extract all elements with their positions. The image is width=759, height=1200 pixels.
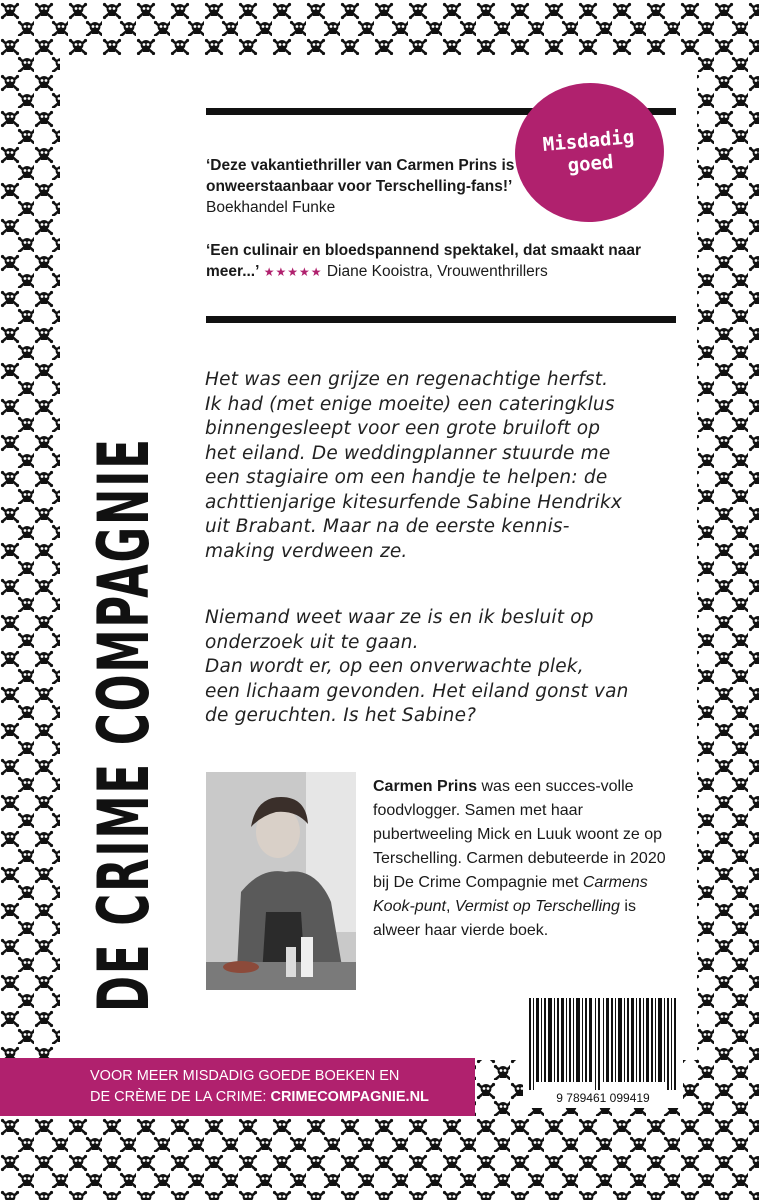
isbn-number: 9 789461 099419 bbox=[556, 1091, 650, 1105]
book-title-2: Vermist op Terschelling bbox=[454, 898, 620, 915]
author-photo bbox=[206, 772, 356, 990]
badge-line-2: goed bbox=[566, 150, 615, 177]
publisher-vertical-title: DE CRIME COMPAGNIE bbox=[83, 437, 165, 1012]
author-name: Carmen Prins bbox=[373, 778, 478, 795]
author-bio: Carmen Prins was een succes-volle foodvlogger. Samen met haar pubertweeling Mick en Luuk woont ze op Terschelling. Carmen debuteerde in 2020 bij De Crime Compagnie met Carmens Kook-punt, Vermist op Terschelling is alweer haar vierde boek. bbox=[373, 778, 666, 939]
review-2 bbox=[206, 240, 676, 283]
blurb-paragraph-2: Niemand weet waar ze is en ik besluit op onderzoek uit te gaan. Dan wordt er, op een onverwachte plek, een lichaam gevonden. Het eiland gonst van de geruchten. Is het Sabine? bbox=[205, 607, 629, 726]
banner-line-2: DE CRÈME DE LA CRIME: CRIMECOMPAGNIE.NL bbox=[90, 1089, 429, 1105]
review-2-source: Diane Kooistra, Vrouwenthrillers bbox=[326, 263, 548, 280]
website-banner bbox=[0, 1058, 475, 1116]
isbn-barcode bbox=[523, 994, 683, 1108]
bottom-rule bbox=[206, 316, 676, 323]
review-1 bbox=[206, 155, 526, 218]
review-2-quote: ‘Een culinair en bloedspannend spektakel, dat smaakt naar meer...’ bbox=[206, 242, 642, 280]
website-link[interactable]: CRIMECOMPAGNIE.NL bbox=[270, 1089, 429, 1105]
review-1-source: Boekhandel Funke bbox=[206, 199, 336, 216]
banner-line-1: VOOR MEER MISDADIG GOEDE BOEKEN EN bbox=[90, 1068, 400, 1084]
book-title-1: Carmens Kook-punt bbox=[373, 874, 648, 915]
badge-line-1: Misdadig bbox=[541, 125, 635, 156]
star-rating-icon: ★★★★★ bbox=[263, 265, 323, 279]
review-1-quote: ‘Deze vakantiethriller van Carmen Prins is onweerstaanbaar voor Terschelling-fans!’ bbox=[206, 157, 515, 195]
blurb-paragraph-1: Het was een grijze en regenachtige herfst. Ik had (met enige moeite) een cateringklus binnengesleept voor een grote bruiloft op het eiland. De weddingplanner stuurde me een stagiaire om een handje te helpen: de achttienjarige kitesurfende Sabine Hendrikx uit Brabant. Maar na de eerste kennis- making verdween ze. bbox=[205, 369, 623, 562]
